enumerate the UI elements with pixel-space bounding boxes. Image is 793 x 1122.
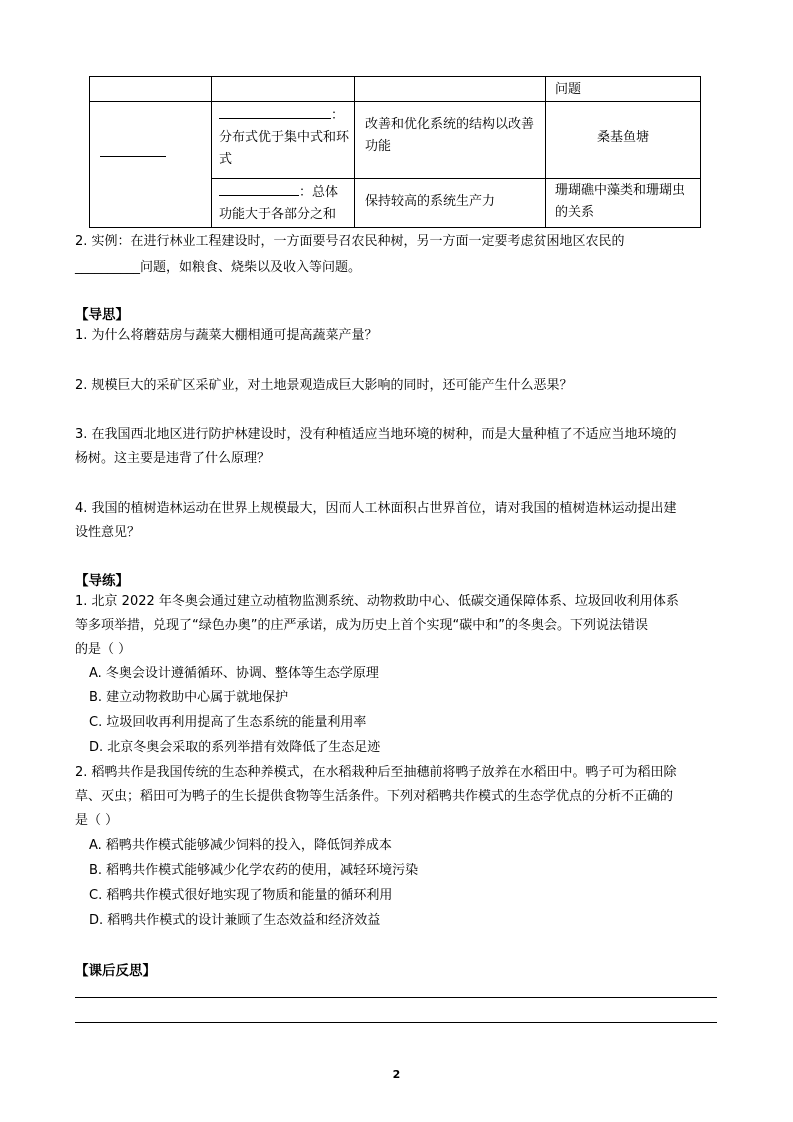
- page-number: 2: [392, 1068, 401, 1081]
- daosi-question-4-line-2: 设性意见？: [75, 525, 141, 540]
- problem-2-line-1: 2. 稻鸭共作是我国传统的生态种养模式，在水稻栽种后至抽穗前将鸭子放养在水稻田中。鸭子可为稻田除: [75, 765, 677, 780]
- reflection-heading: 【课后反思】: [75, 963, 156, 979]
- example-line-1: 2. 实例：在进行林业工程建设时，一方面要号召农民种树，另一方面一定要考虑贫困地区农民的: [75, 234, 625, 249]
- table-r1-c2: [219, 104, 349, 171]
- daosi-question-2: 2. 规模巨大的采矿区采矿业，对土地景观造成巨大影响的同时，还可能产生什么恶果？: [75, 378, 573, 393]
- problem-1-option-a: A. 冬奥会设计遵循循环、协调、整体等生态学原理: [89, 666, 379, 681]
- table-row-divider-header: [90, 101, 700, 102]
- problem-2-option-a: A. 稻鸭共作模式能够减少饲料的投入，降低饲养成本: [89, 838, 392, 853]
- blank-suffix: ：: [331, 108, 345, 123]
- table-r2-c2: [219, 181, 349, 226]
- problem-1-line-2: 等多项举措，兑现了“绿色办奥”的庄严承诺，成为历史上首个实现“碳中和”的冬奥会。下列说法错误: [75, 618, 648, 633]
- daosi-question-1: 1. 为什么将蘑菇房与蔬菜大棚相通可提高蔬菜产量？: [75, 328, 378, 343]
- reflection-line-2: [75, 1022, 717, 1023]
- example-blank: __________: [75, 260, 140, 275]
- table-r1-c2-text: 分布式优于集中式和环式: [219, 130, 350, 167]
- table-r2-c4: 珊瑚礁中藻类和珊瑚虫的关系: [555, 183, 686, 220]
- problem-2-option-d: D. 稻鸭共作模式的设计兼顾了生态效益和经济效益: [89, 913, 381, 928]
- example-line-2: [75, 255, 725, 281]
- problem-1-option-c: C. 垃圾回收再利用提高了生态系统的能量利用率: [89, 715, 367, 730]
- problem-1-line-3: 的是（ ）: [75, 642, 132, 657]
- daosi-question-3-line-2: 杨树。这主要是违背了什么原理？: [75, 451, 271, 466]
- reflection-line-1: [75, 997, 717, 998]
- problem-1-line-1: 1. 北京 2022 年冬奥会通过建立动植物监测系统、动物救助中心、低碳交通保障体系、垃圾回收利用体系: [75, 594, 679, 609]
- daosi-question-4-line-1: 4. 我国的植树造林运动在世界上规模最大，因而人工林面积占世界首位，请对我国的植树造林运动提出建: [75, 501, 677, 516]
- problem-2-line-2: 草、灭虫；稻田可为鸭子的生长提供食物等生活条件。下列对稻鸭共作模式的生态学优点的分析不正确的: [75, 789, 674, 804]
- table-r2-c3: 保持较高的系统生产力: [365, 194, 496, 209]
- table-header-cell: 问题: [555, 82, 582, 97]
- problem-2-line-3: 是（ ）: [75, 813, 119, 828]
- blank-suffix: ：总体: [299, 185, 339, 200]
- table-row-divider-inner: [211, 178, 700, 179]
- problem-1-option-d: D. 北京冬奥会采取的系列举措有效降低了生态足迹: [89, 740, 381, 755]
- table-r1-c4: 桑基鱼塘: [596, 130, 649, 145]
- problem-2-option-b: B. 稻鸭共作模式能够减少化学农药的使用，减轻环境污染: [89, 863, 419, 878]
- example-line-2-text: 问题，如粮食、烧柴以及收入等问题。: [140, 260, 362, 275]
- answer-blank: [219, 104, 331, 119]
- daosi-question-3-line-1: 3. 在我国西北地区进行防护林建设时，没有种植适应当地环境的树种，而是大量种植了不适应当地环境的: [75, 427, 677, 442]
- problem-2-option-c: C. 稻鸭共作模式很好地实现了物质和能量的循环利用: [89, 888, 393, 903]
- daosi-heading: 【导思】: [75, 307, 129, 323]
- answer-blank: [219, 181, 299, 196]
- problem-1-option-b: B. 建立动物救助中心属于就地保护: [89, 690, 289, 705]
- table-col-divider-3: [545, 77, 546, 227]
- principles-table: [89, 76, 701, 228]
- table-r1-c3: 改善和优化系统的结构以改善功能: [365, 117, 535, 154]
- daolian-heading: 【导练】: [75, 573, 129, 589]
- table-col-divider-2: [354, 77, 355, 227]
- table-col-divider-1: [211, 77, 212, 227]
- table-r2-c2-text: 功能大于各部分之和: [219, 207, 337, 222]
- table-answer-blank-col1: [100, 156, 166, 157]
